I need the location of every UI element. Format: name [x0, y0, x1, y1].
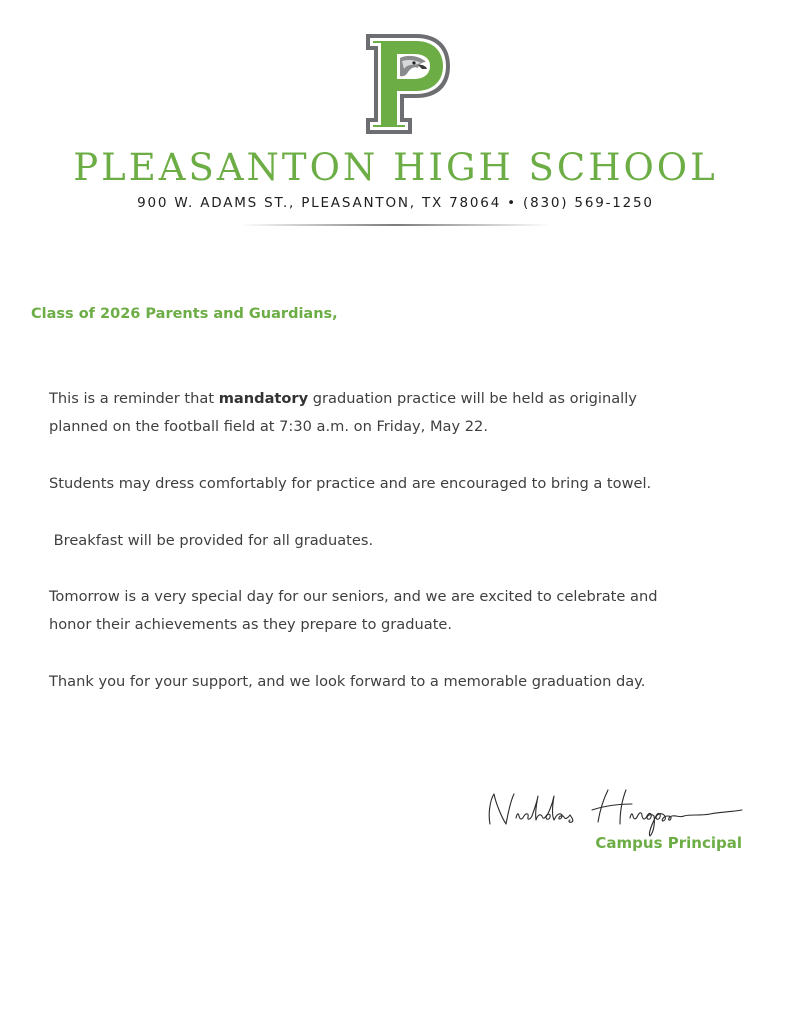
paragraph-text: planned on the football field at 7:30 a.m. on Friday, May 22.: [49, 418, 488, 435]
paragraph-dress: Students may dress comfortably for practice and are encouraged to bring a towel.: [49, 475, 652, 492]
signer-title: Campus Principal: [595, 834, 742, 852]
paragraph-celebrate: [49, 583, 729, 639]
paragraph-thanks: Thank you for your support, and we look forward to a memorable graduation day.: [49, 673, 646, 690]
paragraph-text: This is a reminder that: [49, 390, 219, 407]
paragraph-breakfast: Breakfast will be provided for all graduates.: [49, 532, 374, 549]
salutation: Class of 2026 Parents and Guardians,: [31, 306, 338, 322]
header-divider: [240, 224, 550, 226]
school-logo: [364, 32, 452, 136]
school-address: 900 W. ADAMS ST., PLEASANTON, TX 78064 • (830) 569-1250: [137, 195, 654, 211]
principal-signature: [480, 780, 750, 840]
paragraph-reminder: [49, 385, 729, 441]
eagle-head-icon: [397, 54, 430, 79]
paragraph-text: graduation practice will be held as originally: [308, 390, 637, 407]
paragraph-text: honor their achievements as they prepare to graduate.: [49, 616, 453, 633]
paragraph-text: Tomorrow is a very special day for our seniors, and we are excited to celebrate and: [49, 588, 658, 605]
school-name: PLEASANTON HIGH SCHOOL: [73, 146, 718, 189]
emphasis-mandatory: mandatory: [218, 390, 309, 407]
